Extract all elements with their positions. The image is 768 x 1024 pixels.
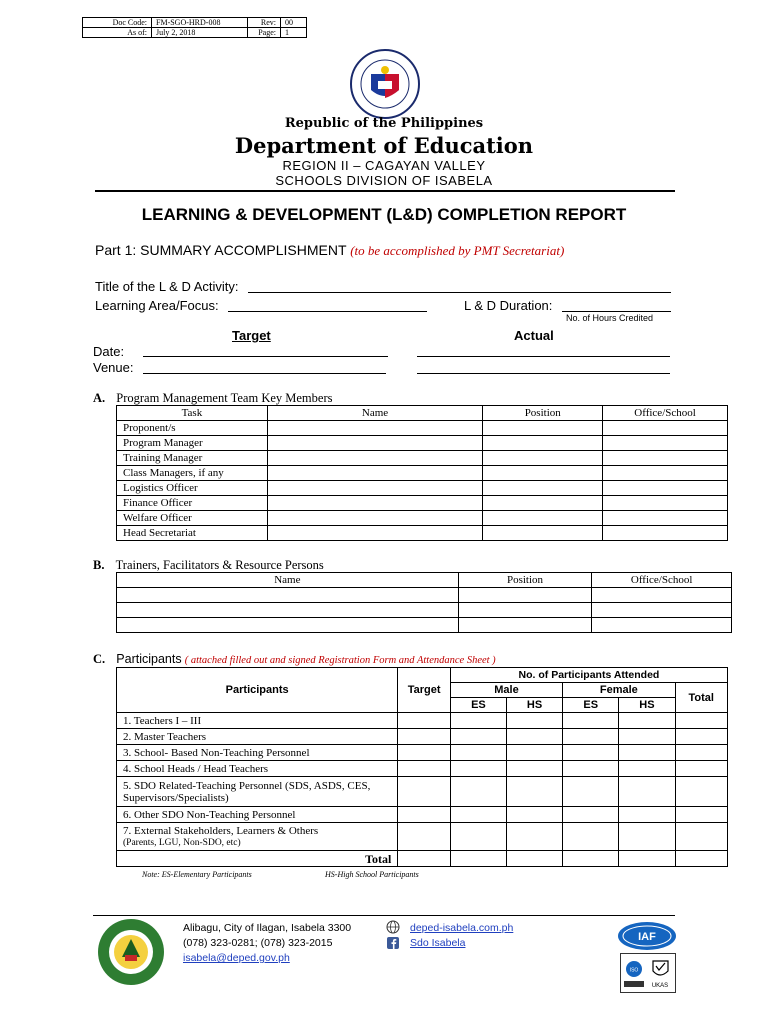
footer-web <box>410 921 513 951</box>
name-cell[interactable] <box>267 436 483 451</box>
position-cell[interactable] <box>483 421 603 436</box>
footer-phone: (078) 323-0281; (078) 323-2015 <box>183 937 333 949</box>
col-male: Male <box>450 683 562 698</box>
col-participants: Participants <box>117 668 398 713</box>
footer-email-link[interactable]: isabela@deped.gov.ph <box>183 952 290 964</box>
footer-facebook-link[interactable]: Sdo Isabela <box>410 937 466 949</box>
col-position: Position <box>483 406 603 421</box>
as-of-label: As of: <box>83 28 152 38</box>
office-cell[interactable] <box>603 511 728 526</box>
part1-note: (to be accomplished by PMT Secretariat) <box>350 243 565 258</box>
name-cell[interactable] <box>267 526 483 541</box>
female-hs-total-cell[interactable] <box>619 851 675 867</box>
actual-date-field[interactable] <box>417 356 670 357</box>
male-es-total-cell[interactable] <box>450 851 506 867</box>
female-es-cell[interactable] <box>563 761 619 777</box>
female-es-total-cell[interactable] <box>563 851 619 867</box>
male-hs-cell[interactable] <box>507 745 563 761</box>
female-es-cell[interactable] <box>563 777 619 807</box>
office-cell[interactable] <box>603 436 728 451</box>
rev-value: 00 <box>281 18 307 28</box>
office-cell[interactable] <box>603 466 728 481</box>
participant-category-cell <box>117 761 398 777</box>
position-cell[interactable] <box>458 618 592 633</box>
section-b-letter: B. <box>93 558 105 572</box>
position-cell[interactable] <box>458 588 592 603</box>
activity-title-field[interactable] <box>248 292 671 293</box>
doc-code-table <box>82 17 307 38</box>
trainers-table <box>116 572 732 633</box>
section-c-title: Participants <box>116 652 182 666</box>
col-female-es: ES <box>563 698 619 713</box>
participant-category-cell <box>117 745 398 761</box>
iaf-logo-text: IAF <box>638 931 656 943</box>
iaf-logo <box>617 921 677 951</box>
learning-area-field[interactable] <box>228 311 427 312</box>
male-hs-total-cell[interactable] <box>507 851 563 867</box>
task-cell: Finance Officer <box>117 496 268 511</box>
col-female-hs: HS <box>619 698 675 713</box>
division-seal-logo <box>92 917 170 987</box>
name-cell[interactable] <box>267 496 483 511</box>
female-hs-cell[interactable] <box>619 777 675 807</box>
col-task: Task <box>117 406 268 421</box>
target-label: Target <box>232 328 271 343</box>
target-cell[interactable] <box>398 761 451 777</box>
table-row <box>117 618 732 633</box>
female-hs-cell[interactable] <box>619 761 675 777</box>
name-cell[interactable] <box>267 481 483 496</box>
footer-website-link[interactable]: deped-isabela.com.ph <box>410 922 514 934</box>
position-cell[interactable] <box>483 436 603 451</box>
target-cell[interactable] <box>398 823 451 851</box>
table-row <box>117 496 728 511</box>
male-hs-cell[interactable] <box>507 761 563 777</box>
position-cell[interactable] <box>483 466 603 481</box>
male-hs-cell[interactable] <box>507 777 563 807</box>
table-row <box>117 421 728 436</box>
activity-title-label: Title of the L & D Activity: <box>95 279 239 294</box>
region-label: REGION II – CAGAYAN VALLEY <box>282 158 486 173</box>
target-venue-field[interactable] <box>143 373 386 374</box>
doc-code-value: FM-SGO-HRD-008 <box>152 18 248 28</box>
table-row <box>117 713 728 729</box>
name-cell[interactable] <box>117 603 459 618</box>
target-cell[interactable] <box>398 713 451 729</box>
total-cell[interactable] <box>675 761 727 777</box>
task-cell: Logistics Officer <box>117 481 268 496</box>
globe-icon <box>386 920 400 934</box>
section-b-title: Trainers, Facilitators & Resource Persons <box>115 558 324 572</box>
table-row <box>117 777 728 807</box>
table-row <box>117 436 728 451</box>
section-a-heading <box>93 391 332 406</box>
male-hs-cell[interactable] <box>507 823 563 851</box>
part1-heading-text: Part 1: SUMMARY ACCOMPLISHMENT <box>95 242 347 258</box>
col-position: Position <box>458 573 592 588</box>
table-row <box>117 823 728 851</box>
duration-field[interactable] <box>562 311 671 312</box>
task-cell: Welfare Officer <box>117 511 268 526</box>
deped-seal-logo <box>347 48 423 120</box>
task-cell: Head Secretariat <box>117 526 268 541</box>
name-cell[interactable] <box>117 618 459 633</box>
note-hs: HS-High School Participants <box>325 870 419 879</box>
col-attended: No. of Participants Attended <box>450 668 727 683</box>
female-es-cell[interactable] <box>563 807 619 823</box>
male-es-cell[interactable] <box>450 823 506 851</box>
female-es-cell[interactable] <box>563 745 619 761</box>
department-title: Department of Education <box>234 133 534 158</box>
col-name: Name <box>117 573 459 588</box>
date-label: Date: <box>93 344 125 359</box>
participant-category-cell <box>117 713 398 729</box>
table-row <box>117 729 728 745</box>
as-of-value: July 2, 2018 <box>152 28 248 38</box>
female-es-cell[interactable] <box>563 713 619 729</box>
task-cell: Program Manager <box>117 436 268 451</box>
office-cell[interactable] <box>603 421 728 436</box>
male-es-cell[interactable] <box>450 713 506 729</box>
section-a-title: Program Management Team Key Members <box>116 391 333 405</box>
target-cell[interactable] <box>398 729 451 745</box>
footer-address: Alibagu, City of Ilagan, Isabela 3300 <box>183 922 352 934</box>
position-cell[interactable] <box>483 526 603 541</box>
female-hs-cell[interactable] <box>619 729 675 745</box>
table-row <box>117 761 728 777</box>
section-c-note: ( attached filled out and signed Registration Form and Attendance Sheet ) <box>184 655 496 666</box>
name-cell[interactable] <box>117 588 459 603</box>
target-total-cell[interactable] <box>398 851 451 867</box>
position-cell[interactable] <box>483 481 603 496</box>
female-hs-cell[interactable] <box>619 745 675 761</box>
female-hs-cell[interactable] <box>619 807 675 823</box>
col-male-hs: HS <box>507 698 563 713</box>
task-cell: Proponent/s <box>117 421 268 436</box>
participant-category-label: 2. Master Teachers <box>123 730 207 743</box>
section-a-letter: A. <box>93 391 106 405</box>
table-row <box>117 588 732 603</box>
page-value: 1 <box>281 28 307 38</box>
total-label: Total <box>117 851 398 867</box>
part1-heading <box>95 242 564 259</box>
position-cell[interactable] <box>483 451 603 466</box>
participant-category-label: 1. Teachers I – III <box>123 714 202 727</box>
task-cell: Training Manager <box>117 451 268 466</box>
table-row <box>117 603 732 618</box>
male-hs-cell[interactable] <box>507 713 563 729</box>
participants-table <box>116 667 728 867</box>
ukas-logo-text: UKAS <box>651 983 669 989</box>
col-male-es: ES <box>450 698 506 713</box>
participant-category-label: 3. School- Based Non-Teaching Personnel <box>123 746 310 759</box>
facebook-icon <box>386 936 400 950</box>
participant-category-label: 4. School Heads / Head Teachers <box>123 762 269 775</box>
participant-category-sub: (Parents, LGU, Non-SDO, etc) <box>123 837 241 848</box>
actual-label: Actual <box>514 328 554 343</box>
section-c-letter: C. <box>93 652 106 666</box>
office-cell[interactable] <box>592 618 732 633</box>
total-cell[interactable] <box>675 807 727 823</box>
table-row <box>117 511 728 526</box>
task-cell: Class Managers, if any <box>117 466 268 481</box>
name-cell[interactable] <box>267 511 483 526</box>
participant-category-label: 5. SDO Related-Teaching Personnel (SDS, ASDS, CES, Supervisors/Specialists) <box>123 779 371 804</box>
section-c-heading <box>93 652 496 667</box>
male-es-cell[interactable] <box>450 807 506 823</box>
hours-credited-note: No. of Hours Credited <box>566 313 654 323</box>
report-title: LEARNING & DEVELOPMENT (L&D) COMPLETION REPORT <box>141 205 627 224</box>
duration-label: L & D Duration: <box>464 298 553 313</box>
iso-ukas-logo <box>620 953 676 993</box>
doc-code-label: Doc Code: <box>83 18 152 28</box>
male-es-cell[interactable] <box>450 761 506 777</box>
male-hs-cell[interactable] <box>507 807 563 823</box>
learning-area-label: Learning Area/Focus: <box>95 298 219 313</box>
total-cell[interactable] <box>675 777 727 807</box>
total-cell[interactable] <box>675 729 727 745</box>
name-cell[interactable] <box>267 451 483 466</box>
participant-category-cell <box>117 729 398 745</box>
table-row <box>117 451 728 466</box>
header-divider <box>95 190 675 192</box>
table-row <box>117 807 728 823</box>
female-hs-cell[interactable] <box>619 713 675 729</box>
female-es-cell[interactable] <box>563 823 619 851</box>
table-row <box>117 481 728 496</box>
total-cell[interactable] <box>675 713 727 729</box>
female-es-cell[interactable] <box>563 729 619 745</box>
col-target: Target <box>398 668 451 713</box>
republic-label: Republic of the Philippines <box>284 116 484 131</box>
footer-contact <box>183 921 351 966</box>
actual-venue-field[interactable] <box>417 373 670 374</box>
name-cell[interactable] <box>267 466 483 481</box>
participant-category-cell <box>117 777 398 807</box>
male-es-cell[interactable] <box>450 745 506 761</box>
pmt-members-table <box>116 405 728 541</box>
col-total: Total <box>675 683 727 713</box>
participant-category-label: 7. External Stakeholders, Learners & Others <box>123 824 319 837</box>
target-cell[interactable] <box>398 745 451 761</box>
office-cell[interactable] <box>603 526 728 541</box>
table-row <box>117 526 728 541</box>
name-cell[interactable] <box>267 421 483 436</box>
total-row <box>117 851 728 867</box>
male-es-cell[interactable] <box>450 729 506 745</box>
target-cell[interactable] <box>398 807 451 823</box>
target-cell[interactable] <box>398 777 451 807</box>
venue-label: Venue: <box>93 360 134 375</box>
table-row <box>117 745 728 761</box>
female-hs-cell[interactable] <box>619 823 675 851</box>
participant-category-cell <box>117 823 398 851</box>
participant-category-cell <box>117 807 398 823</box>
division-label: SCHOOLS DIVISION OF ISABELA <box>275 173 493 188</box>
section-b-heading <box>93 558 324 573</box>
participant-category-label: 6. Other SDO Non-Teaching Personnel <box>123 808 296 821</box>
page-label: Page: <box>248 28 281 38</box>
position-cell[interactable] <box>458 603 592 618</box>
office-cell[interactable] <box>603 451 728 466</box>
footer-divider <box>93 915 675 916</box>
col-name: Name <box>267 406 483 421</box>
col-office: Office/School <box>592 573 732 588</box>
svg-text:ISO: ISO <box>629 967 639 974</box>
total-cell[interactable] <box>675 823 727 851</box>
total-cell[interactable] <box>675 745 727 761</box>
table-row <box>117 466 728 481</box>
position-cell[interactable] <box>483 496 603 511</box>
office-cell[interactable] <box>592 588 732 603</box>
col-office: Office/School <box>603 406 728 421</box>
office-cell[interactable] <box>603 496 728 511</box>
office-cell[interactable] <box>603 481 728 496</box>
col-female: Female <box>563 683 675 698</box>
male-hs-cell[interactable] <box>507 729 563 745</box>
grand-total-cell[interactable] <box>675 851 727 867</box>
office-cell[interactable] <box>592 603 732 618</box>
position-cell[interactable] <box>483 511 603 526</box>
target-date-field[interactable] <box>143 356 388 357</box>
male-es-cell[interactable] <box>450 777 506 807</box>
note-es: Note: ES-Elementary Participants <box>142 870 252 879</box>
rev-label: Rev: <box>248 18 281 28</box>
